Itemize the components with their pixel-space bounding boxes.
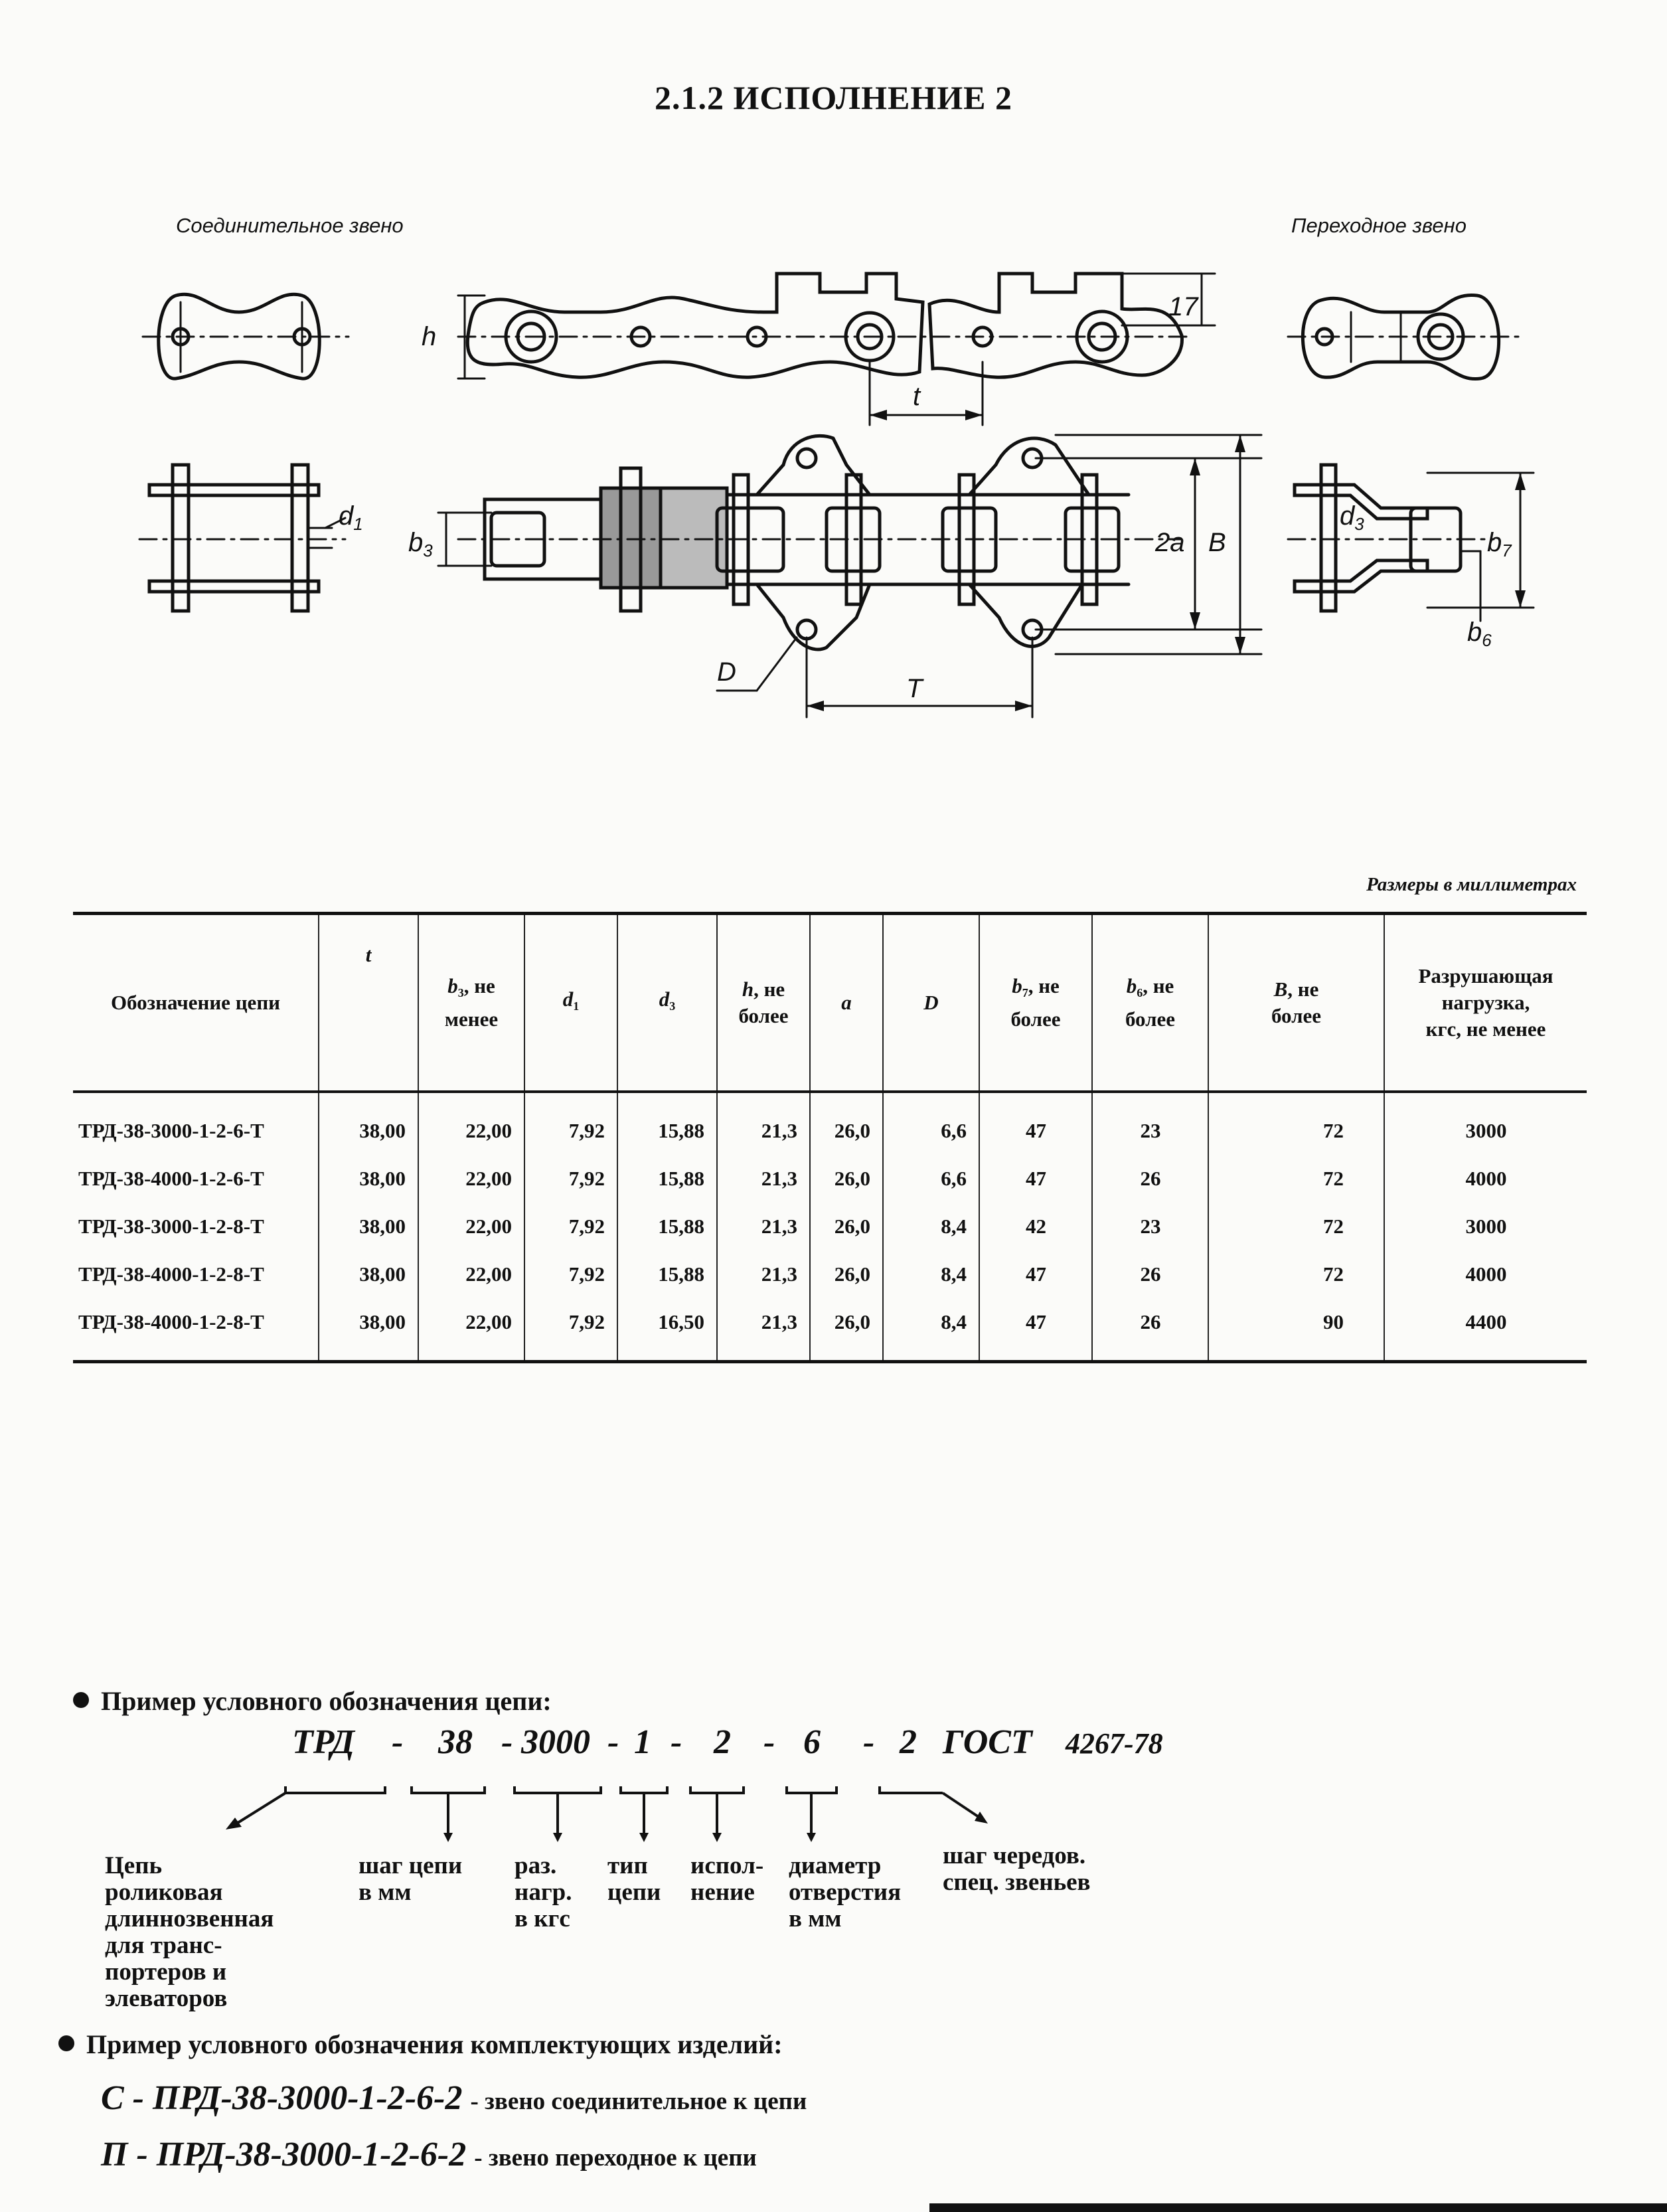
col-D: D — [883, 914, 979, 1092]
components-heading: Пример условного обозначения комплектующих изделий: — [58, 2029, 783, 2060]
col-d1: $d_1$ — [524, 914, 617, 1092]
chain-dimensions-table — [73, 912, 1587, 1363]
table-row: ТРД-38-3000-1-2-8-Т 38,00 22,00 7,92 15,88 21,3 26,0 8,4 42 23 72 3000 — [73, 1203, 1587, 1250]
decode-type: тип цепи — [607, 1852, 661, 1906]
label-D: D — [717, 657, 736, 687]
chain-side-view — [438, 435, 1261, 717]
transition-link-top-view — [1288, 295, 1520, 379]
decode-alternation: шаг чередов. спец. звеньев — [943, 1842, 1091, 1896]
col-b6: $b_6$, не более — [1092, 914, 1208, 1092]
example-heading: Пример условного обозначения цепи: — [73, 1685, 552, 1717]
part-trd: ТРД — [292, 1723, 355, 1761]
table-row: ТРД-38-4000-1-2-6-Т 38,00 22,00 7,92 15,88 21,3 26,0 6,6 47 26 72 4000 — [73, 1155, 1587, 1203]
part-sep: - — [671, 1723, 682, 1761]
label-b6: $b_6$ — [1467, 618, 1492, 650]
col-breaking-load: Разрушающая нагрузка, кгс, не менее — [1384, 914, 1587, 1092]
decode-chain-type: Цепь роликовая длиннозвенная для транс- портеров и элеваторов — [105, 1852, 274, 2012]
part-sep: - — [392, 1723, 404, 1761]
col-h: h, не более — [717, 914, 810, 1092]
col-b3: $b_3$, не менее — [418, 914, 524, 1092]
part-gost: ГОСТ — [943, 1723, 1032, 1761]
part-38: 38 — [438, 1723, 473, 1761]
label-d3: $d_3$ — [1340, 501, 1364, 534]
part-sep: - — [607, 1723, 619, 1761]
part-sep: - — [763, 1723, 775, 1761]
decode-load: раз. нагр. в кгс — [515, 1852, 572, 1932]
col-B: B, не более — [1208, 914, 1384, 1092]
col-designation: Обозначение цепи — [73, 914, 319, 1092]
caption-connecting-link: Соединительное звено — [176, 214, 404, 237]
page-title: 2.1.2 ИСПОЛНЕНИЕ 2 — [655, 79, 1012, 116]
part-3000: 3000 — [521, 1723, 590, 1761]
label-T: T — [906, 674, 923, 703]
label-d1: $d_1$ — [339, 501, 363, 534]
table-row: ТРД-38-4000-1-2-8-Т 38,00 22,00 7,92 15,88 21,3 26,0 8,4 47 26 72 4000 — [73, 1250, 1587, 1298]
part-gost-number: 4267-78 — [1066, 1727, 1163, 1760]
label-2a: 2a — [1155, 528, 1185, 557]
chain-top-view — [458, 274, 1215, 425]
connecting-link-top-view — [143, 294, 349, 379]
units-note: Размеры в миллиметрах — [1366, 874, 1577, 895]
label-b3: $b_3$ — [408, 528, 433, 560]
connecting-link-side-view — [139, 465, 345, 611]
decode-pitch: шаг цепи в мм — [358, 1852, 463, 1906]
table-row: ТРД-38-3000-1-2-6-Т 38,00 22,00 7,92 15,88 21,3 26,0 6,6 47 23 72 3000 — [73, 1092, 1587, 1155]
caption-transition-link: Переходное звено — [1291, 214, 1467, 237]
chain-technical-drawing — [0, 0, 1667, 784]
decode-execution: испол- нение — [690, 1852, 764, 1906]
component-connecting: С - ПРД-38-3000-1-2-6-2 - звено соединительное к цепи — [101, 2079, 807, 2117]
label-17: 17 — [1168, 292, 1198, 321]
label-b7: $b_7$ — [1487, 528, 1512, 560]
part-2b: 2 — [900, 1723, 917, 1761]
label-t: t — [913, 382, 921, 411]
part-sep: - — [501, 1723, 513, 1761]
part-6: 6 — [803, 1723, 821, 1761]
label-h: h — [422, 322, 437, 351]
col-d3: $d_3$ — [617, 914, 717, 1092]
part-1: 1 — [634, 1723, 651, 1761]
col-b7: $b_7$, не более — [979, 914, 1092, 1092]
col-t: t — [319, 914, 418, 1092]
part-2: 2 — [714, 1723, 731, 1761]
component-transition: П - ПРД-38-3000-1-2-6-2 - звено переходное к цепи — [101, 2136, 757, 2173]
page-edge-bar — [929, 2203, 1667, 2212]
label-B: B — [1208, 528, 1226, 557]
table-header-row — [73, 914, 1587, 1092]
decode-hole-diameter: диаметр отверстия в мм — [789, 1852, 902, 1932]
table-row: ТРД-38-4000-1-2-8-Т 38,00 22,00 7,92 16,50 21,3 26,0 8,4 47 26 90 4400 — [73, 1298, 1587, 1362]
col-a: a — [810, 914, 883, 1092]
bullet-icon — [73, 1692, 89, 1708]
part-sep: - — [863, 1723, 875, 1761]
bullet-icon — [58, 2035, 74, 2051]
